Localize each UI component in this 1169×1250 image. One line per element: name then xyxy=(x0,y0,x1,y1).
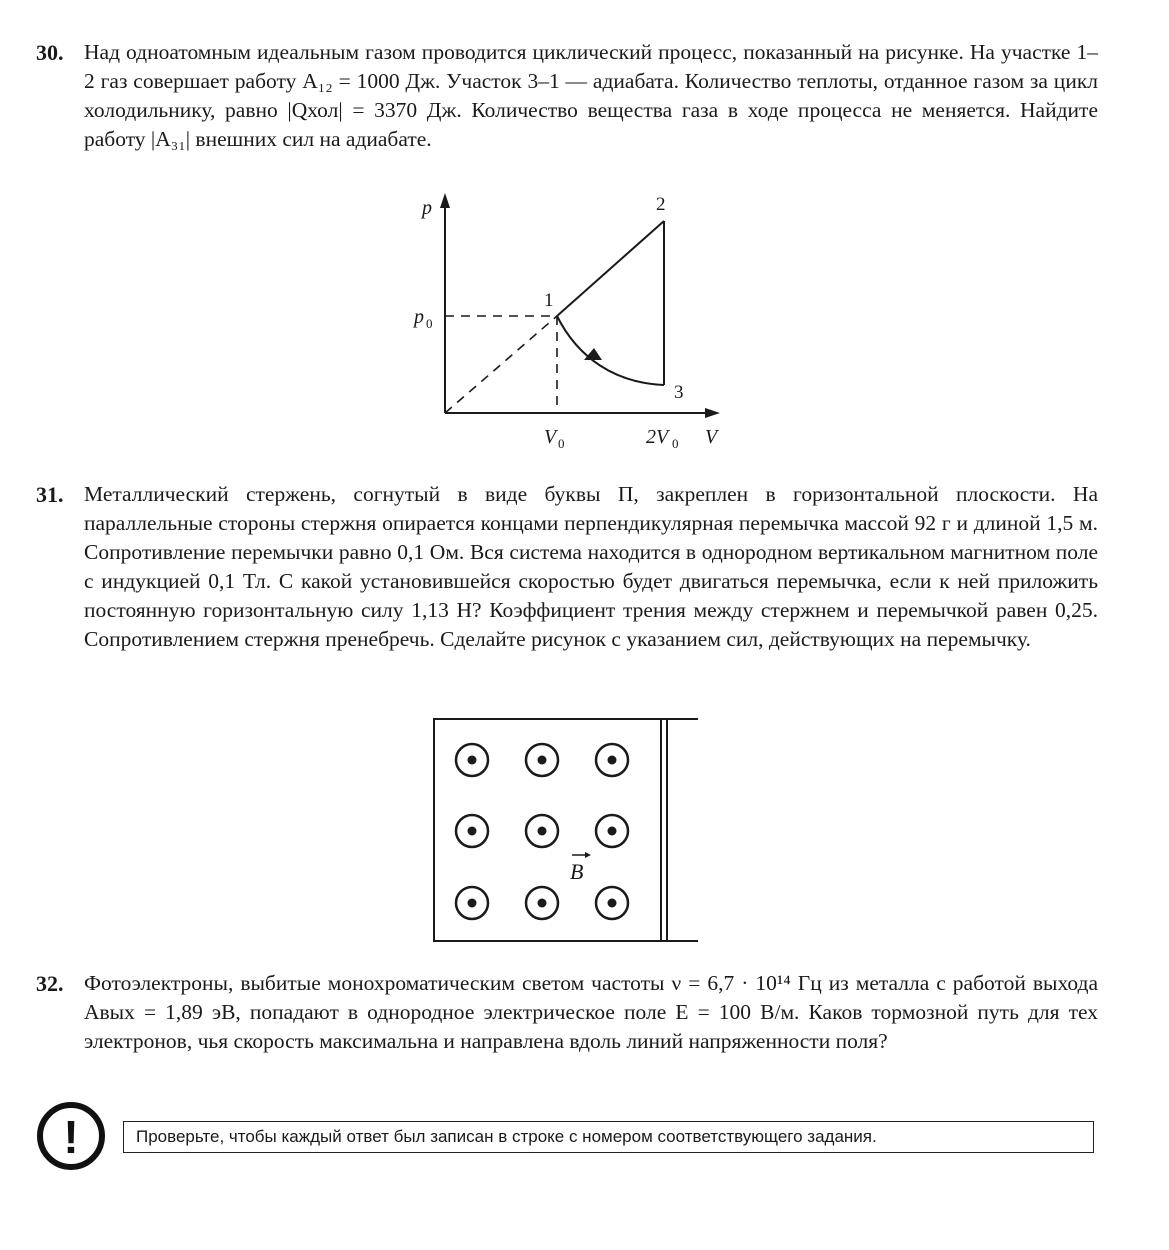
problem-32 xyxy=(36,969,1098,1056)
point-3-label: 3 xyxy=(674,382,684,403)
field-out-of-page-symbol xyxy=(596,744,628,776)
notice-box: Проверьте, чтобы каждый ответ был записан в строке с номером соответствующего задания. xyxy=(123,1121,1094,1153)
p0-label: p xyxy=(414,306,424,328)
p0-subscript: 0 xyxy=(426,316,433,331)
2v0-label: 2V xyxy=(646,426,669,448)
problem-number: 32. xyxy=(36,971,64,996)
process-1-2 xyxy=(557,221,664,316)
v0-label: V xyxy=(544,426,557,448)
adiabat-3-1 xyxy=(557,316,664,385)
problem-text: Металлический стержень, согнутый в виде буквы П, закреплен в горизонтальной плоскости. На параллельные стороны стержня опирается концами перпендикулярная перемычка массой 92 г и длиной 1,5 м. Сопротивление перемычки равно 0,1 Ом. Вся система находится в однородном вертикальном магнитном поле с индукцией 0,1 Тл. С какой установившейся скоростью будет двигаться перемычка, если к ней приложить постоянную горизонтальную силу 1,13 Н? Коэффициент трения между стержнем и перемычкой равен 0,25. Сопротивлением стержня пренебречь. Сделайте рисунок с указанием сил, действующих на перемычку. xyxy=(84,482,1098,651)
field-out-of-page-symbol xyxy=(596,815,628,847)
field-out-of-page-symbol xyxy=(526,887,558,919)
field-out-of-page-symbol xyxy=(596,887,628,919)
pv-diagram xyxy=(400,188,730,458)
v-axis-label: V xyxy=(705,426,718,448)
field-out-of-page-symbol xyxy=(526,744,558,776)
exclamation-glyph: ! xyxy=(63,1111,79,1163)
field-out-of-page-symbol xyxy=(456,744,488,776)
field-out-of-page-symbol xyxy=(456,887,488,919)
v-axis-arrowhead xyxy=(705,408,720,418)
point-1-label: 1 xyxy=(544,290,554,311)
field-out-of-page-symbol xyxy=(456,815,488,847)
field-symbols xyxy=(456,744,628,919)
problem-number: 30. xyxy=(36,40,64,65)
dashed-to-origin xyxy=(445,316,557,413)
problem-31 xyxy=(36,480,1098,654)
problem-text: Над одноатомным идеальным газом проводится циклический процесс, показанный на рисунке. На участке 1–2 газ совершает работу A₁₂ = 1000 Дж. Участок 3–1 — адиабата. Количество теплоты, отданное газом за цикл холодильнику, равно |Qхол| = 3370 Дж. Количество вещества газа в ходе процесса не меняется. Найдите работу |A₃₁| внешних сил на адиабате. xyxy=(84,40,1098,151)
magnetic-field-figure xyxy=(430,714,705,946)
field-out-of-page-symbol xyxy=(526,815,558,847)
adiabat-arrowhead xyxy=(584,348,602,360)
b-vector-label: B xyxy=(570,859,584,884)
b-vector-arrowhead xyxy=(585,852,591,858)
problem-number: 31. xyxy=(36,482,64,507)
exclamation-icon xyxy=(36,1101,106,1171)
p-axis-arrowhead xyxy=(440,193,450,208)
point-2-label: 2 xyxy=(656,194,666,215)
problem-30 xyxy=(36,38,1098,154)
problem-text: Фотоэлектроны, выбитые монохроматическим светом частоты ν = 6,7 · 10¹⁴ Гц из металла с работой выхода Aвых = 1,89 эВ, попадают в однородное электрическое поле E = 100 В/м. Каков тормозной путь для тех электронов, чья скорость максимальна и направлена вдоль линий напряженности поля? xyxy=(84,971,1098,1053)
2v0-subscript: 0 xyxy=(672,436,679,451)
p-axis-label: p xyxy=(422,197,432,219)
v0-subscript: 0 xyxy=(558,436,565,451)
